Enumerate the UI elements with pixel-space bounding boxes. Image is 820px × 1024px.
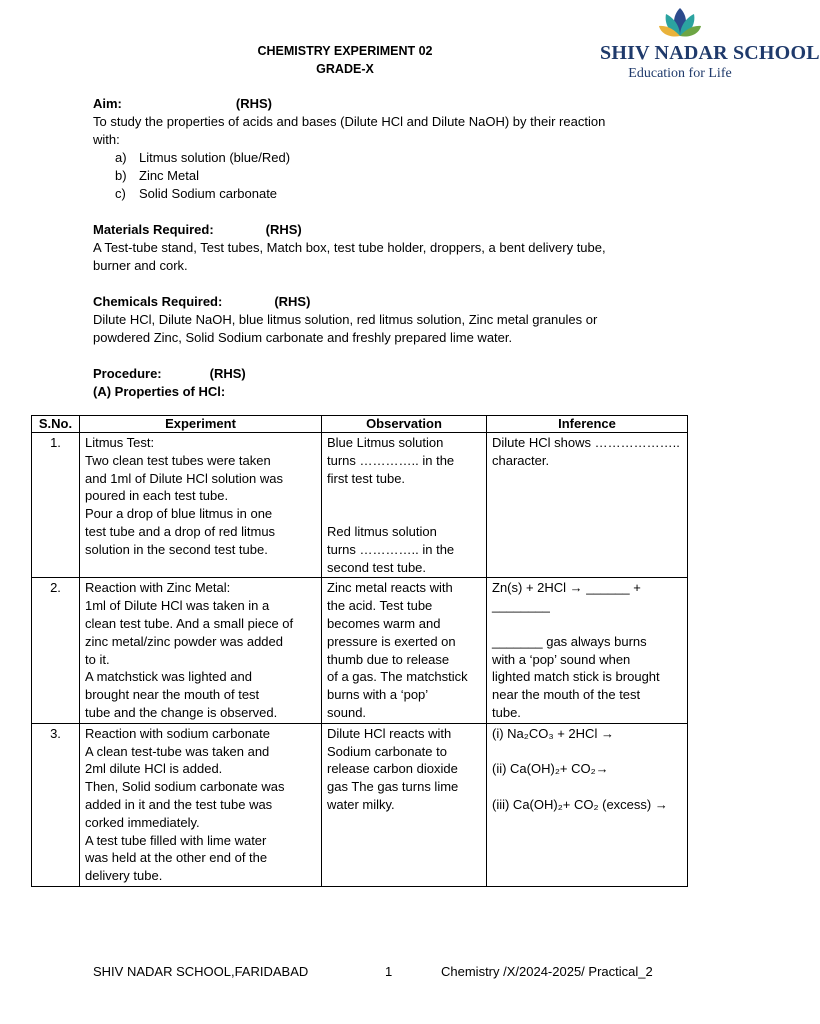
cell-line: second test tube. [327,559,427,575]
cell-line: pressure is exerted on [327,633,456,649]
cell-line: was held at the other end of the [85,850,268,866]
aim-tag: (RHS) [235,96,272,111]
procedure-label: Procedure: [93,366,162,381]
aim-text-line: To study the properties of acids and bases (Dilute HCl and Dilute NaOH) by their reaction [93,114,606,129]
observation-cell [322,723,487,886]
cell-line [492,743,682,761]
cell-line: Reaction with Zinc Metal: [85,580,231,596]
cell-line: (iii) Ca(OH)₂+ CO₂ (excess) → [492,796,668,812]
experiment-cell [80,723,322,886]
materials-heading [93,221,693,239]
document-body [93,95,693,401]
cell-line [327,505,481,523]
cell-line: thumb due to release [327,651,450,667]
cell-line: tube. [492,704,521,720]
inference-cell [487,723,688,886]
grade-label: GRADE-X [316,62,374,76]
cell-line: turns ………….. in the [327,541,455,557]
chemicals-heading [93,293,693,311]
footer-page-number: 1 [385,964,393,979]
table-row [32,723,688,886]
logo-school-name: SHIV NADAR SCHOOL [600,42,820,64]
cell-line: Red litmus solution [327,523,437,539]
cell-line: 1ml of Dilute HCl was taken in a [85,598,270,614]
cell-line [492,778,682,796]
cell-line: Pour a drop of blue litmus in one [85,506,273,522]
chemicals-line: powdered Zinc, Solid Sodium carbonate and freshly prepared lime water. [93,330,513,345]
cell-line: poured in each test tube. [85,488,229,504]
aim-list [93,149,693,203]
cell-line: becomes warm and [327,615,441,631]
aim-list-item: b) Zinc Metal [115,168,199,183]
cell-line: added in it and the test tube was [85,796,273,812]
cell-line: first test tube. [327,470,406,486]
header-experiment: Experiment [80,416,322,433]
procedure-heading [93,365,693,383]
footer-school: SHIV NADAR SCHOOL,FARIDABAD [93,964,309,979]
cell-line [327,487,481,505]
cell-line: test tube and a drop of red litmus [85,523,276,539]
cell-line [492,615,682,633]
inference-cell [487,433,688,578]
cell-line: the acid. Test tube [327,598,433,614]
cell-line: to it. [85,651,110,667]
aim-text-line: with: [93,132,120,147]
cell-line: brought near the mouth of test [85,687,260,703]
cell-line: release carbon dioxide [327,761,458,777]
logo-tagline: Education for Life [628,66,732,81]
footer-course: Chemistry /X/2024-2025/ Practical_2 [441,964,653,979]
inference-cell [487,578,688,723]
experiment-cell [80,578,322,723]
aim-heading [93,95,693,113]
cell-line: character. [492,452,550,468]
cell-line: corked immediately. [85,814,200,830]
aim-list-item: c) Solid Sodium carbonate [115,186,278,201]
cell-line: and 1ml of Dilute HCl solution was [85,470,283,486]
cell-line: Litmus Test: [85,435,155,450]
cell-line: ________ [492,598,550,614]
cell-line: tube and the change is observed. [85,704,278,720]
cell-line: with a ‘pop’ sound when [492,651,631,667]
experiment-table [31,415,688,887]
experiment-cell [80,433,322,578]
cell-line: burns with a ‘pop’ [327,687,429,703]
observation-cell [322,433,487,578]
cell-line: near the mouth of the test [492,687,641,703]
cell-line: Then, Solid sodium carbonate was [85,779,285,795]
cell-line: gas The gas turns lime [327,779,459,795]
aim-list-item: a) Litmus solution (blue/Red) [115,150,291,165]
chemicals-line: Dilute HCl, Dilute NaOH, blue litmus solution, red litmus solution, Zinc metal granules or [93,312,598,327]
header-inference: Inference [487,416,688,433]
cell-line: Sodium carbonate to [327,743,447,759]
materials-tag: (RHS) [265,222,302,237]
sno-cell: 1. [32,433,80,578]
table-header-row [32,416,688,433]
cell-line: Dilute HCl shows ……………….. [492,435,680,450]
cell-line: lighted match stick is brought [492,669,660,685]
chemicals-label: Chemicals Required: [93,294,223,309]
procedure-tag: (RHS) [209,366,246,381]
cell-line: solution in the second test tube. [85,541,268,557]
aim-label: Aim: [93,96,122,111]
materials-line: A Test-tube stand, Test tubes, Match box, test tube holder, droppers, a bent delivery tube, [93,240,606,255]
materials-label: Materials Required: [93,222,214,237]
cell-line: water milky. [327,796,395,812]
cell-line: A clean test-tube was taken and [85,743,270,759]
cell-line: clean test tube. And a small piece of [85,615,294,631]
cell-line: sound. [327,704,367,720]
header-observation: Observation [322,416,487,433]
cell-line: of a gas. The matchstick [327,669,468,685]
cell-line: Zinc metal reacts with [327,580,453,596]
chemicals-tag: (RHS) [274,294,311,309]
cell-line: (ii) Ca(OH)₂+ CO₂→ [492,761,609,777]
sno-cell: 3. [32,723,80,886]
cell-line: Dilute HCl reacts with [327,725,452,741]
cell-line: Reaction with sodium carbonate [85,725,270,741]
cell-line: Two clean test tubes were taken [85,452,271,468]
header-sno: S.No. [32,416,80,433]
procedure-subheading: (A) Properties of HCl: [93,384,226,399]
cell-line: (i) Na₂CO₃ + 2HCl → [492,725,614,741]
cell-line: turns ………….. in the [327,452,455,468]
observation-cell [322,578,487,723]
cell-line: 2ml dilute HCl is added. [85,761,223,777]
sno-cell: 2. [32,578,80,723]
cell-line: delivery tube. [85,868,163,884]
lotus-icon [658,6,702,40]
cell-line: Zn(s) + 2HCl → ______ + [492,580,641,596]
cell-line: Blue Litmus solution [327,435,444,450]
cell-line: zinc metal/zinc powder was added [85,633,283,649]
cell-line: _______ gas always burns [492,633,647,649]
table-row [32,578,688,723]
cell-line: A test tube filled with lime water [85,832,267,848]
page-title: CHEMISTRY EXPERIMENT 02 [257,44,433,58]
table-row [32,433,688,578]
cell-line: A matchstick was lighted and [85,669,252,685]
materials-line: burner and cork. [93,258,188,273]
school-logo [600,6,820,82]
